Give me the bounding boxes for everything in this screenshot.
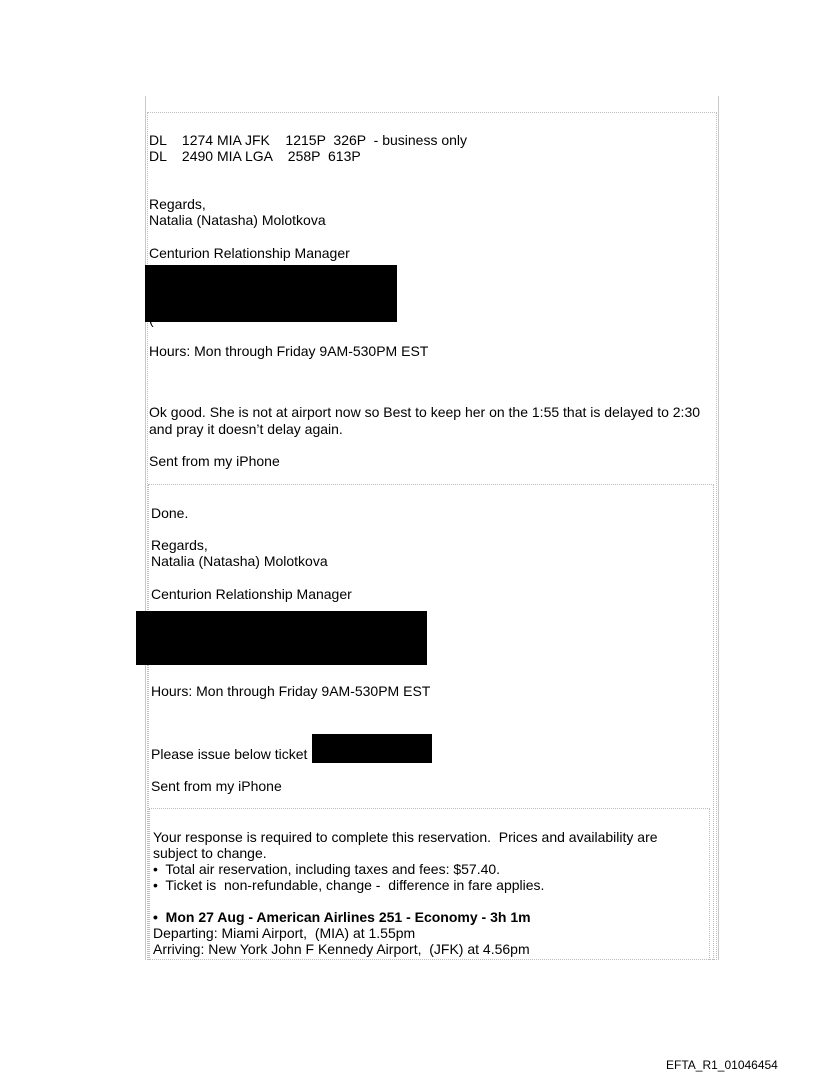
sender-name: Natalia (Natasha) Molotkova: [151, 553, 328, 569]
reservation-notice: Your response is required to complete this reservation. Prices and availability are: [153, 829, 658, 845]
fare-bullet: • Ticket is non-refundable, change - difference in fare applies.: [153, 877, 545, 893]
regards-text: Regards,: [151, 537, 208, 553]
hours-text: Hours: Mon through Friday 9AM-530PM EST: [151, 683, 431, 699]
arriving-text: Arriving: New York John F Kennedy Airport, (JFK) at 4.56pm: [153, 941, 530, 957]
redaction-box: [145, 265, 397, 322]
reservation-notice: subject to change.: [153, 845, 267, 861]
sender-name: Natalia (Natasha) Molotkova: [149, 212, 326, 228]
signature-text: Sent from my iPhone: [151, 778, 282, 794]
redaction-box: [312, 734, 432, 763]
message-body: Please issue below ticket: [151, 746, 308, 762]
flight-heading: • Mon 27 Aug - American Airlines 251 - Economy - 3h 1m: [153, 909, 531, 925]
fare-bullet: • Total air reservation, including taxes and fees: $57.40.: [153, 861, 501, 877]
regards-text: Regards,: [149, 196, 206, 212]
message-body: and pray it doesn’t delay again.: [149, 421, 343, 437]
hours-text: Hours: Mon through Friday 9AM-530PM EST: [149, 343, 429, 359]
flight-line: DL 2490 MIA LGA 258P 613P: [149, 148, 361, 164]
sender-title: Centurion Relationship Manager: [151, 586, 352, 602]
departing-text: Departing: Miami Airport, (MIA) at 1.55pm: [153, 925, 416, 941]
signature-text: Sent from my iPhone: [149, 453, 280, 469]
message-body: Ok good. She is not at airport now so Best to keep her on the 1:55 that is delayed to 2:30: [149, 404, 701, 420]
sender-title: Centurion Relationship Manager: [149, 245, 350, 261]
redaction-box: [136, 611, 427, 665]
document-id: EFTA_R1_01046454: [666, 1058, 778, 1072]
message-body: Done.: [151, 505, 189, 521]
flight-line: DL 1274 MIA JFK 1215P 326P - business only: [149, 132, 468, 148]
